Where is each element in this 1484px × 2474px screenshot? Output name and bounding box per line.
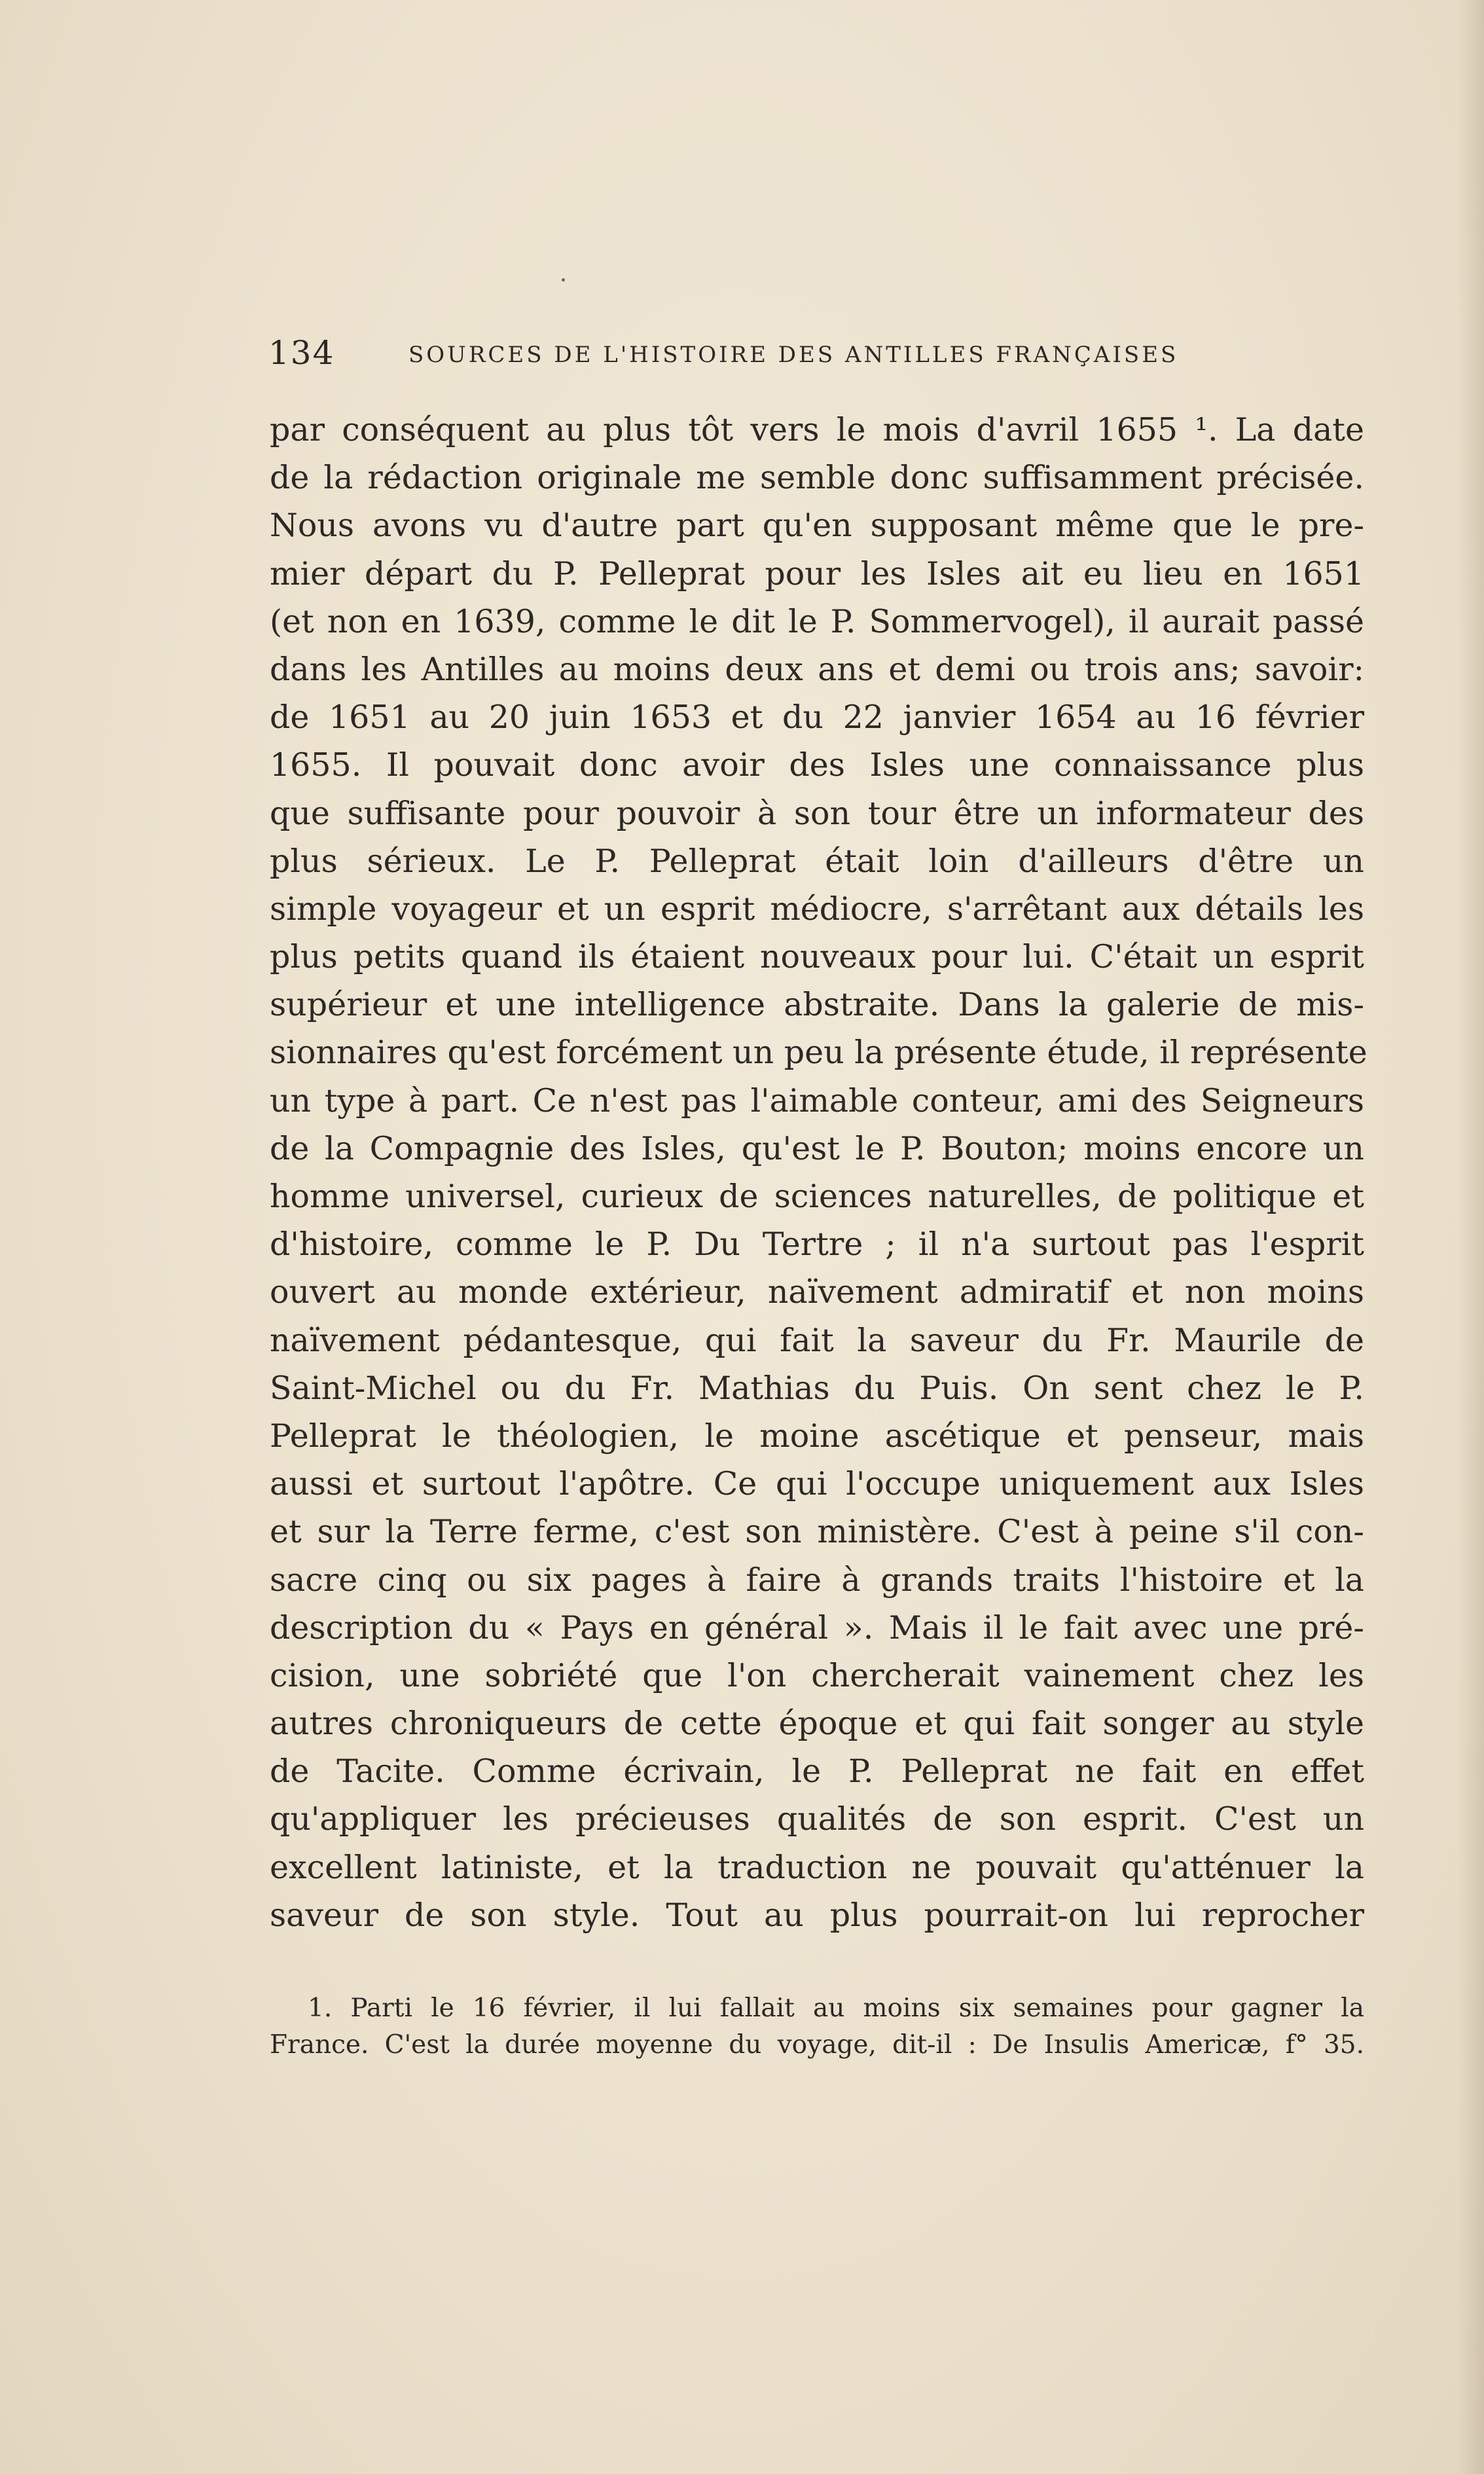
text-line: saveur de son style. Tout au plus pourrait-on lui reprocher [270,1896,1364,1934]
footnote-line: 1. Parti le 16 février, il lui fallait au moins six semaines pour gagner la [308,1993,1364,2023]
text-line: sionnaires qu'est forcément un peu la présente étude, il représente [270,1034,1367,1072]
text-line: dans les Antilles au moins deux ans et demi ou trois ans; savoir: [270,650,1364,688]
text-line: description du « Pays en général ». Mais il le fait avec une pré- [270,1609,1364,1646]
text-line: Nous avons vu d'autre part qu'en supposant même que le pre- [270,507,1364,545]
text-line: Pelleprat le théologien, le moine ascétique et penseur, mais [270,1417,1364,1455]
text-line: autres chroniqueurs de cette époque et qui fait songer au style [270,1705,1364,1743]
text-line: d'histoire, comme le P. Du Tertre ; il n'a surtout pas l'esprit [270,1226,1364,1264]
text-line: supérieur et une intelligence abstraite. Dans la galerie de mis- [270,986,1364,1024]
text-line: un type à part. Ce n'est pas l'aimable conteur, ami des Seigneurs [270,1082,1364,1119]
text-line: plus sérieux. Le P. Pelleprat était loin d'ailleurs d'être un [270,842,1364,880]
text-line: excellent latiniste, et la traduction ne pouvait qu'atténuer la [270,1848,1364,1886]
text-line: plus petits quand ils étaient nouveaux pour lui. C'était un esprit [270,938,1364,976]
text-line: naïvement pédantesque, qui fait la saveur du Fr. Maurile de [270,1321,1364,1359]
footnote [270,1990,1364,2064]
text-line: sacre cinq ou six pages à faire à grands traits l'histoire et la [270,1561,1364,1599]
text-line: qu'appliquer les précieuses qualités de son esprit. C'est un [270,1800,1364,1838]
body-text [270,406,1367,1939]
text-line: de Tacite. Comme écrivain, le P. Pelleprat ne fait en effet [270,1753,1364,1791]
text-line: simple voyageur et un esprit médiocre, s'arrêtant aux détails les [270,890,1364,928]
text-line: et sur la Terre ferme, c'est son ministère. C'est à peine s'il con- [270,1513,1364,1551]
text-line: 1655. Il pouvait donc avoir des Isles une connaissance plus [270,746,1364,784]
text-line: de la rédaction originale me semble donc suffisamment précisée. [270,459,1364,497]
text-line: mier départ du P. Pelleprat pour les Isles ait eu lieu en 1651 [270,555,1364,592]
page-edge-shadow [1458,0,1484,2474]
text-line: que suffisante pour pouvoir à son tour être un informateur des [270,794,1364,832]
text-line: ouvert au monde extérieur, naïvement admiratif et non moins [270,1273,1364,1311]
text-line: aussi et surtout l'apôtre. Ce qui l'occupe uniquement aux Isles [270,1465,1364,1503]
text-line: (et non en 1639, comme le dit le P. Sommervogel), il aurait passé [270,602,1364,640]
page-number: 134 [268,334,335,372]
ink-speck [562,278,565,282]
footnote-line: France. C'est la durée moyenne du voyage, dit-il : De Insulis Americæ, f° 35. [270,2030,1364,2060]
page-header [268,334,1191,380]
text-line: cision, une sobriété que l'on chercherait vainement chez les [270,1656,1364,1694]
text-line: Saint-Michel ou du Fr. Mathias du Puis. On sent chez le P. [270,1369,1364,1407]
text-line: par conséquent au plus tôt vers le mois d'avril 1655 ¹. La date [270,411,1364,448]
text-line: de 1651 au 20 juin 1653 et du 22 janvier 1654 au 16 février [270,699,1364,737]
running-title: SOURCES DE L'HISTOIRE DES ANTILLES FRANÇAISES [408,342,1179,368]
text-line: homme universel, curieux de sciences naturelles, de politique et [270,1178,1364,1215]
text-line: de la Compagnie des Isles, qu'est le P. Bouton; moins encore un [270,1129,1364,1167]
